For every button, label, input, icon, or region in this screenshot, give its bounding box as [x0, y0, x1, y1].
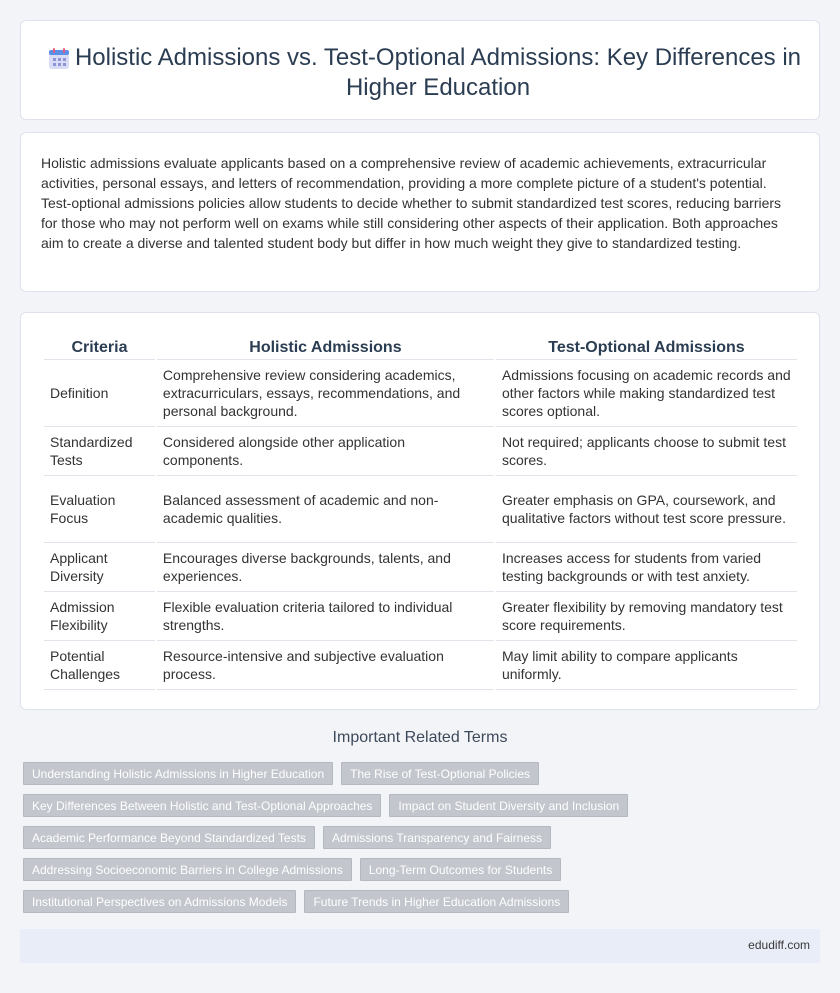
related-term-tag[interactable]: Impact on Student Diversity and Inclusion — [389, 794, 628, 817]
table-row — [44, 427, 797, 476]
holistic-cell: Considered alongside other application components. — [157, 427, 494, 476]
related-terms-list — [23, 762, 823, 922]
comparison-table-card — [20, 312, 820, 710]
criteria-cell: Applicant Diversity — [44, 543, 155, 592]
related-term-tag[interactable]: Addressing Socioeconomic Barriers in College Admissions — [23, 858, 352, 881]
header-criteria: Criteria — [44, 331, 155, 360]
test-optional-cell: Greater emphasis on GPA, coursework, and qualitative factors without test score pressure. — [496, 476, 797, 543]
header-card — [20, 20, 820, 120]
holistic-cell: Comprehensive review considering academics, extracurriculars, essays, recommendations, and personal background. — [157, 360, 494, 427]
table-row — [44, 641, 797, 690]
intro-paragraph: Holistic admissions evaluate applicants based on a comprehensive review of academic achievements, extracurricular activities, personal essays, and letters of recommendation, providing a more complete picture of a student's potential. Test-optional admissions policies allow students to decide whether to submit standardized test scores, reducing barriers for those who may not perform well on exams while still considering other aspects of their application. Both approaches aim to create a diverse and talented student body but differ in how much weight they give to standardized testing. — [41, 155, 782, 251]
intro-card — [20, 132, 820, 292]
criteria-cell: Definition — [44, 360, 155, 427]
tag-row — [23, 794, 823, 817]
test-optional-cell: Greater flexibility by removing mandatory test score requirements. — [496, 592, 797, 641]
table-row — [44, 476, 797, 543]
related-term-tag[interactable]: Future Trends in Higher Education Admissions — [304, 890, 569, 913]
tag-row — [23, 826, 823, 849]
related-term-tag[interactable]: Academic Performance Beyond Standardized Tests — [23, 826, 315, 849]
holistic-cell: Flexible evaluation criteria tailored to individual strengths. — [157, 592, 494, 641]
header-test-optional: Test-Optional Admissions — [496, 331, 797, 360]
footer — [20, 929, 820, 963]
table-row — [44, 360, 797, 427]
test-optional-cell: Not required; applicants choose to submit test scores. — [496, 427, 797, 476]
page-title: Holistic Admissions vs. Test-Optional Admissions: Key Differences in Higher Education — [74, 44, 802, 101]
calendar-icon — [47, 47, 71, 71]
table-row — [44, 543, 797, 592]
table-header-row — [44, 331, 797, 360]
tag-row — [23, 858, 823, 881]
related-term-tag[interactable]: Key Differences Between Holistic and Test-Optional Approaches — [23, 794, 381, 817]
header-holistic: Holistic Admissions — [157, 331, 494, 360]
criteria-cell: Admission Flexibility — [44, 592, 155, 641]
criteria-cell: Evaluation Focus — [44, 476, 155, 543]
criteria-cell: Potential Challenges — [44, 641, 155, 690]
test-optional-cell: May limit ability to compare applicants uniformly. — [496, 641, 797, 690]
related-term-tag[interactable]: Admissions Transparency and Fairness — [323, 826, 551, 849]
footer-site-link[interactable]: edudiff.com — [748, 938, 810, 952]
holistic-cell: Resource-intensive and subjective evaluation process. — [157, 641, 494, 690]
related-term-tag[interactable]: Long-Term Outcomes for Students — [360, 858, 561, 881]
tag-row — [23, 762, 823, 785]
related-term-tag[interactable]: The Rise of Test-Optional Policies — [341, 762, 539, 785]
table-row — [44, 592, 797, 641]
related-term-tag[interactable]: Institutional Perspectives on Admissions Models — [23, 890, 296, 913]
criteria-cell: Standardized Tests — [44, 427, 155, 476]
holistic-cell: Encourages diverse backgrounds, talents, and experiences. — [157, 543, 494, 592]
related-term-tag[interactable]: Understanding Holistic Admissions in Higher Education — [23, 762, 333, 785]
comparison-table — [42, 331, 799, 690]
tag-row — [23, 890, 823, 913]
test-optional-cell: Admissions focusing on academic records and other factors while making standardized test scores optional. — [496, 360, 797, 427]
test-optional-cell: Increases access for students from varied testing backgrounds or with test anxiety. — [496, 543, 797, 592]
related-terms-title: Important Related Terms — [332, 729, 508, 746]
holistic-cell: Balanced assessment of academic and non-academic qualities. — [157, 476, 494, 543]
